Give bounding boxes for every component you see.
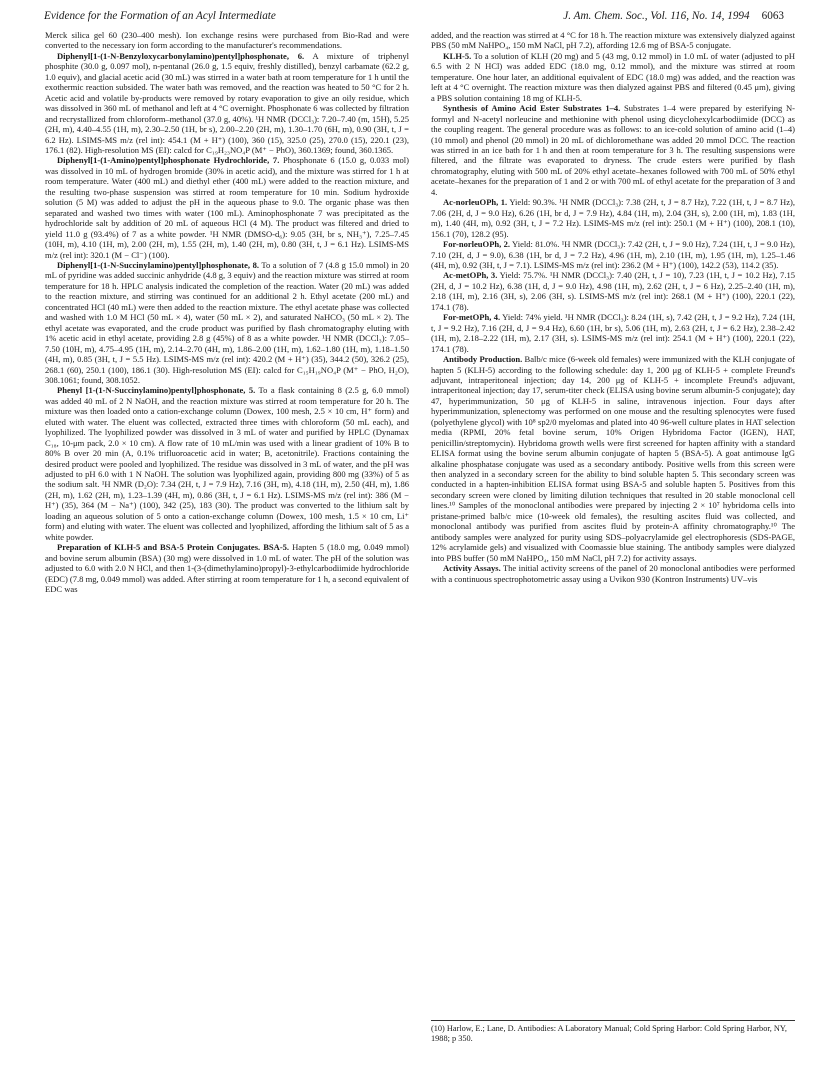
paragraph-body: To a solution of 7 (4.8 g 15.0 mmol) in 20 mL of pyridine was added succinic anhydride (4.8 g, 3 equiv) and the reaction mixture was stirred at room temperature for 18 h. HPLC analysis indicated the completion of the reaction. Water (20 mL) was added to the reaction mixture, and stirring was continued for an additional 2 h. Ethyl acetate (200 mL) and concentrated HCl (40 mL) were then added to the reaction mixture. The ethyl acetate phase was collected and washed with 1.0 M HCl (50 mL × 4), water (50 mL × 2), and saturated NaHCO₃ (50 mL × 2). The ethyl acetate was evaporated, and the crude product was purified by flash chromatography eluting with 1% acetic acid in ethyl acetate, providing 2.8 g (45%) of 8 as a white powder. ¹H NMR (DCCl₃): 7.05–7.50 (10H, m), 4.75–4.95 (1H, m), 2.14–2.70 (4H, m), 1.86–2.00 (1H, m), 1.62–1.80 (1H, m), 1.18–1.50 (4H, m), 0.85 (3H, t, J = 5.5 Hz). LSIMS-MS m/z (rel int): 420.2 (M + H⁺) (35), 344.2 (50), 326.2 (25), 268.1 (60), 250.1 (100), 186.1 (30). High-resolution MS (EI): calcd for C₁₅H₁₉NO₄P (M⁺ − PhO, H₂O), 308.1061; found, 308.1052. [45,259,409,385]
section-heading: KLH-5. [443,50,472,61]
section-paragraph [45,260,409,385]
section-heading: Ac-norleuOPh, 1. [443,197,508,208]
section-heading: Preparation of KLH-5 and BSA-5 Protein Conjugates. BSA-5. [57,542,290,553]
section-paragraph [431,239,795,270]
journal-citation [563,10,784,22]
paragraph-body: Yield: 90.3%. ¹H NMR (DCCl₃): 7.38 (2H, t, J = 8.7 Hz), 7.22 (1H, t, J = 8.7 Hz), 7.06 (2H, d, J = 9.0 Hz), 6.26 (1H, br d, J = 7.9 Hz), 4.84 (1H, m), 2.04 (3H, s), 2.00 (1H, m), 1.83 (1H, m), 1.40 (4H, m), 0.92 (3H, t, J = 7.2 Hz). LSIMS-MS m/z (rel int): 250.1 (M + H⁺) (100), 208.1 (10), 156.1 (70), 128.2 (95). [431,197,795,239]
paragraph-body: To a flask containing 8 (2.5 g, 6.0 mmol) was added 40 mL of 2 N NaOH, and the reaction mixture was stirred at room temperature for 20 h. The mixture was then loaded onto a cation-exchange column (Dowex, 100 mesh, 2.5 × 10 cm, H⁺ form) and eluted with water. The eluent was collected, extracted three times with chloroform (50 mL each), and lyophilized. The lyophilized powder was dissolved in 3 mL of water and purified by HPLC (Dynamax C₁₈, 10-μm pack, 2.0 × 10 cm). A flow rate of 10 mL/min was used with a linear gradient of 10% B to 80% B over 20 min (A, 0.1% trifluoroacetic acid in water; B, acetonitrile). Fractions containing the desired product were pooled and lyophilized. The residue was dissolved in 3 mL of water, and the pH was adjusted to pH 6.0 with 1 N NaOH. The solution was lyophilized again, providing 800 mg (33%) of 5 as the sodium salt. ¹H NMR (D₂O): 7.34 (2H, t, J = 7.9 Hz), 7.16 (3H, m), 4.18 (1H, m), 2.50 (4H, m), 1.86 (2H, m), 1.62 (2H, m), 1.23–1.39 (4H, m), 0.86 (3H, t, J = 6.1 Hz). LSIMS-MS m/z (rel int): 386 (M − H⁺) (35), 364 (M − Na⁺) (100), 342 (25), 183 (30). The product was converted to the lithium salt by loading an aqueous solution of 5 onto a cation-exchange column (Dowex, 100 mesh, 1.5 × 10 cm, Li⁺ form) and eluting with water. The eluent was collected and lyophilized, affording the lithium salt of 5 as a white powder. [45,385,409,542]
paragraph-body: Yield: 75.7%. ¹H NMR (DCCl₃): 7.40 (2H, t, J = 10), 7.23 (1H, t, J = 10.2 Hz), 7.15 (2H, d, J = 10.2 Hz), 6.38 (1H, d, J = 9.0 Hz), 4.98 (1H, m), 2.62 (2H, t, J = 6 Hz), 2.25–2.40 (1H, m), 2.18 (1H, m), 2.16 (3H, s), 2.06 (3H, s). LSIMS-MS m/z (rel int): 268.1 (M + H⁺) (100), 220.1 (22), 174.1 (78). [431,270,795,312]
page-number: 6063 [761,10,784,22]
paragraph [431,30,795,51]
journal-name: J. Am. Chem. Soc., Vol. 116, No. 14, 1994 [563,10,750,22]
footnote [431,1020,795,1044]
paragraph-body: The initial activity screens of the panel of 20 monoclonal antibodies were performed with a continuous spectrophotometric assay using a Uvikon 930 (Kontron Instruments) UV–vis [431,563,795,584]
right-column [431,30,795,584]
section-heading: Ac-metOPh, 3. [443,270,498,281]
section-paragraph [431,197,795,239]
running-header [44,10,784,26]
footnote-text: (10) Harlow, E.; Lane, D. Antibodies: A Laboratory Manual; Cold Spring Harbor: Cold Spring Harbor, NY, 1988; p 350. [431,1024,787,1044]
paragraph-body: Substrates 1–4 were prepared by esterifying N-formyl and N-acetyl norleucine and methionine with phenol using dicyclohexylcarbodiimide (DCC) as the coupling reagent. The general procedure was as follows: to an ice-cold solution of amino acid (1–4) (10 mmol) and phenol (20 mmol) in 20 mL of dichloromethane was added 20 mmol DCC. The reaction was stirred in an ice bath for 1 h and then at room temperature for 3 h. The resulting suspensions were filtered, and the filtrate was evaporated to dryness. The crude esters were purified by flash chromatography, eluting with 500 mL of 20% ethyl acetate–hexanes followed with 700 mL of 50% ethyl acetate–hexanes for the preparation of 1 and 2 or with 700 mL of ethyl acetate for the preparation of 3 and 4. [431,103,795,197]
section-heading: For-norleuOPh, 2. [443,239,511,250]
section-paragraph [431,103,795,197]
paragraph [45,30,409,51]
section-heading: Antibody Production. [443,354,523,365]
section-paragraph [431,563,795,584]
section-heading: Diphenyl[1-(1-N-Succinylamino)pentyl]phosphonate, 8. [57,259,259,270]
paragraph-body: Phosphonate 6 (15.0 g, 0.033 mol) was dissolved in 10 mL of hydrogen bromide (30% in acetic acid), and the mixture was stirred for 1 h at room temperature. Water (400 mL) and diethyl ether (400 mL) were added to the reaction mixture, and the resulting two-phase suspension was stirred at room temperature for 10 min. Sodium hydroxide solution (5 M) was added to adjust the pH in the aqueous phase to 9.0. The organic phase was then separated and washed two times with water (100 mL). Aminophosphonate 7 was precipitated as the hydrochloride salt by addition of 20 mL of aqueous HCl (4 M). The product was filtered and dried to yield 11.0 g (93.4%) of 7 as a white powder. ¹H NMR (DMSO-d₆): 9.05 (3H, br s, NH₃⁺), 7.25–7.45 (10H, m), 4.10 (1H, m), 2.00 (2H, m), 1.55 (2H, m), 1.40 (2H, m), 0.80 (3H, t, J = 6.1 Hz). LSIMS-MS m/z (rel int): 320.1 (M − Cl⁻) (100). [45,155,410,260]
section-heading: Diphenyl[1-(1-N-Benzyloxycarbonylamino)pentyl]phosphonate, 6. [57,50,305,61]
section-heading: For-metOPh, 4. [443,312,501,323]
section-paragraph [45,542,409,594]
paragraph-body: Merck silica gel 60 (230–400 mesh). Ion exchange resins were purchased from Bio-Rad and were converted to the necessary ion form according to the manufacturer's recommendations. [45,30,409,51]
paragraph-body: added, and the reaction was stirred at 4 °C for 18 h. The reaction mixture was extensively dialyzed against PBS (50 mM NaHPO₄, 150 mM NaCl, pH 7.2), affording 12.6 mg of BSA-5 conjugate. [431,30,795,51]
running-title: Evidence for the Formation of an Acyl Intermediate [44,10,276,22]
section-paragraph [45,155,409,260]
section-paragraph [431,354,795,563]
section-paragraph [431,312,795,354]
section-paragraph [431,270,795,312]
section-heading: Diphenyl[1-(1-Amino)pentyl]phosphonate Hydrochloride, 7. [57,155,280,166]
left-column [45,30,409,594]
section-paragraph [45,385,409,542]
section-heading: Activity Assays. [443,563,501,574]
paragraph-body: Balb/c mice (6-week old females) were immunized with the KLH conjugate of hapten 5 (KLH-5) according to the following schedule: day 1, 200 μg of KLH-5 + complete Freund's adjuvant, intraperitoneal injection; day 14, 200 μg of KLH-5 + incomplete Freund's adjuvant, intraperitoneal injection; day 17, serum-titer check (ELISA using bovine serum albumin-5 conjugate); day 47, hyperimmunization, 50 μg of KLH-5 in saline, intravenous injection. Four days after hyperimmunization, splenectomy was performed on one mouse and the resulting splenocytes were fused (polyethylene glycol) with 10⁸ sp2/0 myelomas and plated into 40 96-well culture plates in HAT selection media (RPMI, 20% fetal bovine serum, 10% Origen Hybridoma Factor (IGEN), HAT, penicillin/streptomycin). Hybridoma growth wells were first screened for hapten affinity with a standard ELISA format using the bovine serum albumin conjugate of hapten 5 (BSA-5). A goat antimouse IgG alkaline phosphatase conjugate was used as a secondary antibody. Positive wells from this screen were then analyzed in a secondary screen for the ability to bind soluble hapten 5. This secondary screen was conducted in a hapten-inhibition ELISA format using BSA-5 and soluble hapten 5. Positives from this secondary screen were cloned by limiting dilution techniques that resulted in 20 stable monoclonal cell lines.¹⁰ Samples of the monoclonal antibodies were prepared by injecting 2 × 10⁷ hybridoma cells into pristane-primed balb/c mice (10-week old females), the resulting ascites fluid was collected, and monoclonal antibody was purified from ascites fluid by protein-A affinity chromatography.¹⁰ The antibody samples were analyzed for purity using SDS–polyacrylamide gel electrophoresis (SDS-PAGE, 12% acrylamide gels) and visualized with Coomassie blue staining. The antibody samples were dialyzed into PBS buffer (50 mM NaHPO₄, 150 mM NaCl, pH 7.2) for activity assays. [431,354,796,563]
paragraph-body: A mixture of triphenyl phosphite (30.0 g, 0.097 mol), n-pentanal (26.0 g, 1.5 equiv, freshly distilled), benzyl carbamate (62.2 g, 1.0 equiv), and glacial acetic acid (30 mL) was stirred in a water bath at room temperature for 1 h until the exothermic reaction subsided. The water bath was removed, and the reaction was heated to 50 °C for 2 h. Acetic acid and volatile by-products were removed by rotary evaporation to give an oily residue, which was dissolved in 360 mL of methanol and left at 4 °C overnight. Phosphonate 6 was collected by filtration and recrystallized from chloroform–methanol (37.0 g, 40%). ¹H NMR (DCCl₃): 7.20–7.40 (m, 15H), 5.25 (2H, m), 4.40–4.55 (1H, m), 2.30–2.50 (1H, br s), 2.00–2.20 (2H, m), 1.30–1.70 (6H, m), 0.90 (3H, t, J = 6.2 Hz). LSIMS-MS m/z (rel int): 454.1 (M + H⁺) (100), 360 (15), 325.0 (25), 270.0 (15), 220.1 (23), 176.1 (82). High-resolution MS (EI): calcd for C₁₉H₂₃NO₄P (M⁺ − PhO), 360.1369; found, 360.1365. [45,50,410,155]
footnote-rule [431,1020,795,1021]
section-paragraph [45,51,409,156]
paragraph-body: Yield: 81.0%. ¹H NMR (DCCl₃): 7.42 (2H, t, J = 9.0 Hz), 7.24 (1H, t, J = 9.0 Hz), 7.10 (2H, d, J = 9.0), 6.38 (1H, br d, J = 7.2 Hz), 4.96 (1H, m), 2.10 (1H, m), 1.95 (1H, m), 1.25–1.46 (4H, m), 0.92 (3H, t, J = 7.1). LSIMS-MS m/z (rel int): 236.2 (M + H⁺) (100), 142.2 (53), 114.2 (35). [431,239,795,270]
paragraph-body: Hapten 5 (18.0 mg, 0.049 mmol) and bovine serum albumin (BSA) (30 mg) were dissolved in 1.0 mL of water. The pH of the solution was adjusted to 6.0 with 2.0 N HCl, and then 1-(3-(dimethylamino)propyl)-3-ethylcarbodiimide hydrochloride (EDC) (7.8 mg, 0.049 mmol) was added. After stirring at room temperature for 1 h, a second equivalent of EDC was [45,542,409,595]
section-paragraph [431,51,795,103]
section-heading: Synthesis of Amino Acid Ester Substrates 1–4. [443,103,621,114]
paragraph-body: Yield: 74% yield. ¹H NMR (DCCl₃): 8.24 (1H, s), 7.42 (2H, t, J = 9.2 Hz), 7.24 (1H, t, J = 9.2 Hz), 7.16 (2H, d, J = 9.4 Hz), 6.60 (1H, br s), 5.06 (1H, m), 2.63 (2H, t, J = 6.2 Hz), 2.38–2.42 (1H, m), 2.18–2.22 (1H, m), 2.17 (3H, s). LSIMS-MS m/z (rel int): 254.1 (M + H⁺) (100), 220.1 (22), 174.1 (78). [431,312,795,354]
section-heading: Phenyl [1-(1-N-Succinylamino)pentyl]phosphonate, 5. [57,385,256,396]
paragraph-body: To a solution of KLH (20 mg) and 5 (43 mg, 0.12 mmol) in 1.0 mL of water (adjusted to pH 6.5 with 2 N HCl) was added EDC (18.0 mg, 0.12 mmol), and the mixture was stirred at room temperature. One hour later, an additional equivalent of EDC (18.0 mg) was added, and the reaction was left at 4 °C overnight. The reaction mixture was then dialyzed against PBS and filtered (0.45 μm), giving a PBS solution containing 18 mg of KLH-5. [431,50,795,103]
